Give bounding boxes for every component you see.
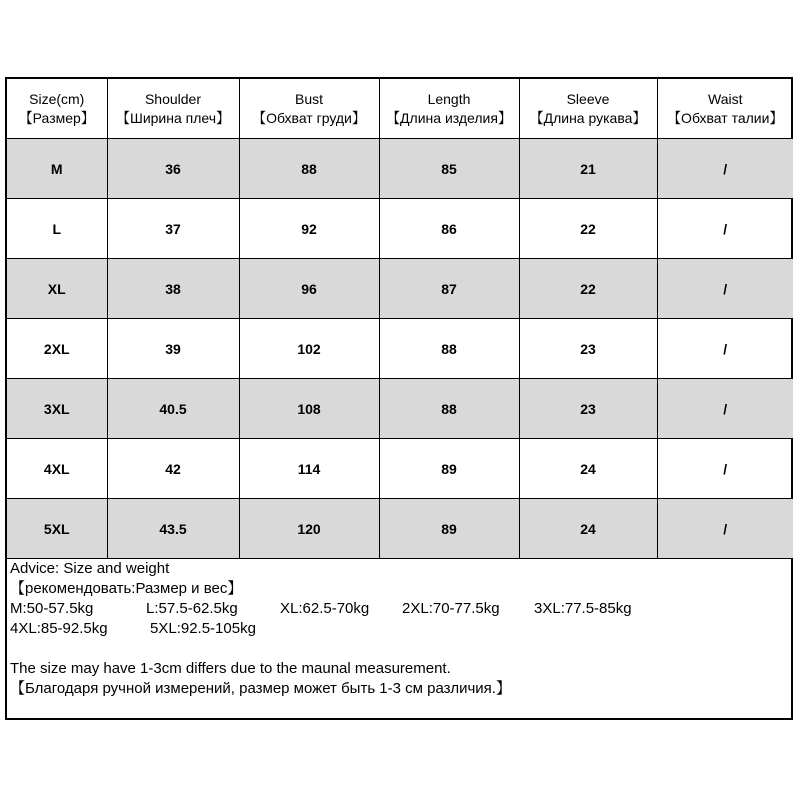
cell-length: 89 [379,499,519,559]
cell-length: 88 [379,319,519,379]
table-row [7,139,793,199]
cell-size: L [7,199,107,259]
weight-item: M:50-57.5kg [10,600,94,617]
cell-waist: / [657,439,793,499]
header-cell-waist: Waist 【Обхват талии】 [657,79,793,139]
cell-bust: 96 [239,259,379,319]
cell-shoulder: 42 [107,439,239,499]
table-row [7,319,793,379]
weights-line-2 [10,619,790,639]
cell-waist: / [657,499,793,559]
size-chart-frame [5,77,793,720]
cell-shoulder: 40.5 [107,379,239,439]
cell-shoulder: 37 [107,199,239,259]
cell-length: 87 [379,259,519,319]
cell-size: M [7,139,107,199]
cell-waist: / [657,379,793,439]
weight-item: 2XL:70-77.5kg [402,600,500,617]
cell-size: 3XL [7,379,107,439]
cell-size: 4XL [7,439,107,499]
header-row [7,79,793,139]
cell-sleeve: 23 [519,379,657,439]
header-cell-length: Length 【Длина изделия】 [379,79,519,139]
cell-sleeve: 22 [519,199,657,259]
cell-sleeve: 22 [519,259,657,319]
cell-waist: / [657,319,793,379]
cell-bust: 88 [239,139,379,199]
cell-length: 86 [379,199,519,259]
table-row [7,439,793,499]
cell-size: XL [7,259,107,319]
cell-sleeve: 21 [519,139,657,199]
table-row [7,379,793,439]
disclaimer: The size may have 1-3cm differs due to the maunal measurement. [10,660,451,677]
cell-size: 5XL [7,499,107,559]
weight-item: 5XL:92.5-105kg [150,620,256,637]
table-row [7,199,793,259]
cell-bust: 114 [239,439,379,499]
cell-waist: / [657,139,793,199]
cell-size: 2XL [7,319,107,379]
cell-sleeve: 24 [519,499,657,559]
size-table [7,79,793,559]
cell-length: 89 [379,439,519,499]
weight-item: XL:62.5-70kg [280,600,370,617]
table-row [7,259,793,319]
weight-item: 3XL:77.5-85kg [534,600,632,617]
cell-shoulder: 38 [107,259,239,319]
cell-shoulder: 36 [107,139,239,199]
cell-bust: 92 [239,199,379,259]
header-cell-shoulder: Shoulder 【Ширина плеч】 [107,79,239,139]
weights-line-1 [10,599,790,619]
table-row [7,499,793,559]
cell-bust: 120 [239,499,379,559]
disclaimer-ru: 【Благодаря ручной измерений, размер может быть 1-3 см различия.】 [10,680,511,697]
weight-item: L:57.5-62.5kg [146,600,238,617]
cell-waist: / [657,259,793,319]
weight-item: 4XL:85-92.5kg [10,620,108,637]
advice-title: Advice: Size and weight [10,560,170,577]
header-cell-size: Size(cm) 【Размер】 [7,79,107,139]
cell-length: 88 [379,379,519,439]
cell-length: 85 [379,139,519,199]
notes-section [10,559,790,699]
cell-bust: 102 [239,319,379,379]
header-cell-sleeve: Sleeve 【Длина рукава】 [519,79,657,139]
advice-title-ru: 【рекомендовать:Размер и вес】 [10,580,243,597]
cell-sleeve: 24 [519,439,657,499]
header-cell-bust: Bust 【Обхват груди】 [239,79,379,139]
cell-shoulder: 39 [107,319,239,379]
cell-bust: 108 [239,379,379,439]
cell-sleeve: 23 [519,319,657,379]
cell-waist: / [657,199,793,259]
cell-shoulder: 43.5 [107,499,239,559]
